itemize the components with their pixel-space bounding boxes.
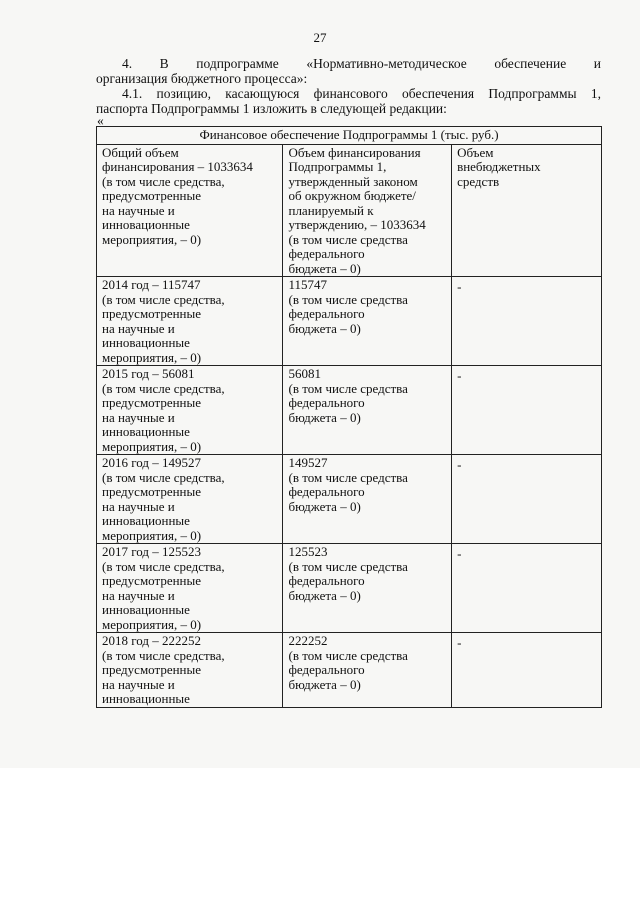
cell-dash: - xyxy=(457,546,462,561)
cell-line: федерального xyxy=(288,246,365,261)
cell-line: бюджета – 0) xyxy=(288,409,361,425)
financing-table xyxy=(96,126,602,708)
cell-line: на научные и xyxy=(102,676,175,692)
cell-total-financing xyxy=(97,144,283,277)
cell-line: предусмотренные xyxy=(102,306,202,321)
cell-year-federal xyxy=(283,455,452,544)
cell-line: Объем xyxy=(457,144,494,160)
cell-year-total xyxy=(97,277,283,366)
cell-line: внебюджетных xyxy=(457,159,541,174)
cell-line: бюджета – 0) xyxy=(288,587,361,603)
cell-year-total xyxy=(97,366,283,455)
cell-line: бюджета – 0) xyxy=(288,260,361,276)
cell-line: средств xyxy=(457,173,500,189)
cell-line: федерального xyxy=(288,395,365,410)
paragraph-2-line-1: 4.1. позицию, касающуюся финансового обеспечения Подпрограммы 1, xyxy=(122,86,601,101)
cell-year-extrabudgetary xyxy=(452,633,602,708)
cell-line: (в том числе средства xyxy=(288,469,408,485)
cell-line: (в том числе средства xyxy=(288,558,408,574)
cell-dash: - xyxy=(457,279,462,294)
cell-line: предусмотренные xyxy=(102,484,202,499)
cell-line: (в том числе средства, xyxy=(102,558,225,574)
cell-line: предусмотренные xyxy=(102,662,202,677)
cell-line: (в том числе средства, xyxy=(102,291,225,307)
cell-line: (в том числе средства xyxy=(288,291,408,307)
table-row xyxy=(97,277,602,366)
paragraph-1-line-2: организация бюджетного процесса»: xyxy=(96,71,308,86)
cell-line: об окружном бюджете/ xyxy=(288,188,416,203)
cell-line: 2016 год – 149527 xyxy=(102,455,201,470)
cell-line: мероприятия, – 0) xyxy=(102,616,202,632)
cell-line: на научные и xyxy=(102,320,175,336)
cell-approved-financing xyxy=(283,144,452,277)
cell-line: бюджета – 0) xyxy=(288,320,361,336)
cell-line: на научные и xyxy=(102,409,175,425)
paragraph-1-line-1: 4. В подпрограмме «Нормативно-методическое обеспечение и xyxy=(122,56,601,71)
cell-line: инновационные xyxy=(102,335,190,350)
cell-line: (в том числе средства, xyxy=(102,173,225,189)
table-header: Финансовое обеспечение Подпрограммы 1 (тыс. руб.) xyxy=(97,127,602,145)
open-quote: « xyxy=(97,113,104,128)
cell-line: федерального xyxy=(288,573,365,588)
cell-line: бюджета – 0) xyxy=(288,676,361,692)
cell-line: бюджета – 0) xyxy=(288,498,361,514)
cell-line: утвержденный законом xyxy=(288,173,418,189)
table-row-summary xyxy=(97,144,602,277)
cell-line: планируемый к xyxy=(288,202,374,218)
cell-line: Общий объем xyxy=(102,144,179,160)
cell-year-extrabudgetary xyxy=(452,455,602,544)
cell-line: инновационные xyxy=(102,691,190,706)
paragraph-2-line-2: паспорта Подпрограммы 1 изложить в следующей редакции: xyxy=(96,101,447,116)
cell-year-extrabudgetary xyxy=(452,366,602,455)
cell-year-extrabudgetary xyxy=(452,277,602,366)
cell-line: Объем финансирования xyxy=(288,144,421,160)
cell-year-total xyxy=(97,455,283,544)
cell-year-federal xyxy=(283,544,452,633)
cell-line: предусмотренные xyxy=(102,395,202,410)
cell-line: утверждению, – 1033634 xyxy=(288,217,426,232)
table-row xyxy=(97,455,602,544)
page-number: 27 xyxy=(313,30,327,45)
cell-line: мероприятия, – 0) xyxy=(102,349,202,365)
cell-line: 56081 xyxy=(288,366,321,381)
cell-line: 115747 xyxy=(288,277,328,292)
table-row xyxy=(97,366,602,455)
cell-line: инновационные xyxy=(102,424,190,439)
cell-line: 149527 xyxy=(288,455,328,470)
cell-line: (в том числе средства xyxy=(288,647,408,663)
cell-line: Подпрограммы 1, xyxy=(288,159,387,174)
cell-year-extrabudgetary xyxy=(452,544,602,633)
cell-line: мероприятия, – 0) xyxy=(102,527,202,543)
cell-dash: - xyxy=(457,457,462,472)
cell-line: (в том числе средства xyxy=(288,231,408,247)
cell-line: инновационные xyxy=(102,513,190,528)
cell-line: 2015 год – 56081 xyxy=(102,366,195,381)
cell-line: 2017 год – 125523 xyxy=(102,544,201,559)
cell-line: на научные и xyxy=(102,587,175,603)
cell-line: финансирования – 1033634 xyxy=(102,159,253,174)
cell-line: мероприятия, – 0) xyxy=(102,231,202,247)
cell-line: федерального xyxy=(288,306,365,321)
cell-line: федерального xyxy=(288,662,365,677)
cell-line: инновационные xyxy=(102,217,190,232)
cell-year-federal xyxy=(283,366,452,455)
cell-line: (в том числе средства, xyxy=(102,647,225,663)
cell-year-federal xyxy=(283,277,452,366)
cell-line: предусмотренные xyxy=(102,573,202,588)
cell-line: 125523 xyxy=(288,544,328,559)
table-row xyxy=(97,544,602,633)
cell-line: мероприятия, – 0) xyxy=(102,438,202,454)
cell-line: 2014 год – 115747 xyxy=(102,277,201,292)
cell-year-total xyxy=(97,544,283,633)
cell-line: предусмотренные xyxy=(102,188,202,203)
cell-year-federal xyxy=(283,633,452,708)
table-row xyxy=(97,633,602,708)
cell-line: инновационные xyxy=(102,602,190,617)
cell-extrabudgetary xyxy=(452,144,602,277)
cell-line: федерального xyxy=(288,484,365,499)
blank-area xyxy=(0,768,640,905)
cell-line: (в том числе средства, xyxy=(102,469,225,485)
cell-line: (в том числе средства, xyxy=(102,380,225,396)
cell-year-total xyxy=(97,633,283,708)
cell-dash: - xyxy=(457,635,462,650)
cell-line: на научные и xyxy=(102,202,175,218)
cell-line: (в том числе средства xyxy=(288,380,408,396)
cell-line: на научные и xyxy=(102,498,175,514)
cell-dash: - xyxy=(457,368,462,383)
cell-line: 222252 xyxy=(288,633,328,648)
cell-line: 2018 год – 222252 xyxy=(102,633,201,648)
